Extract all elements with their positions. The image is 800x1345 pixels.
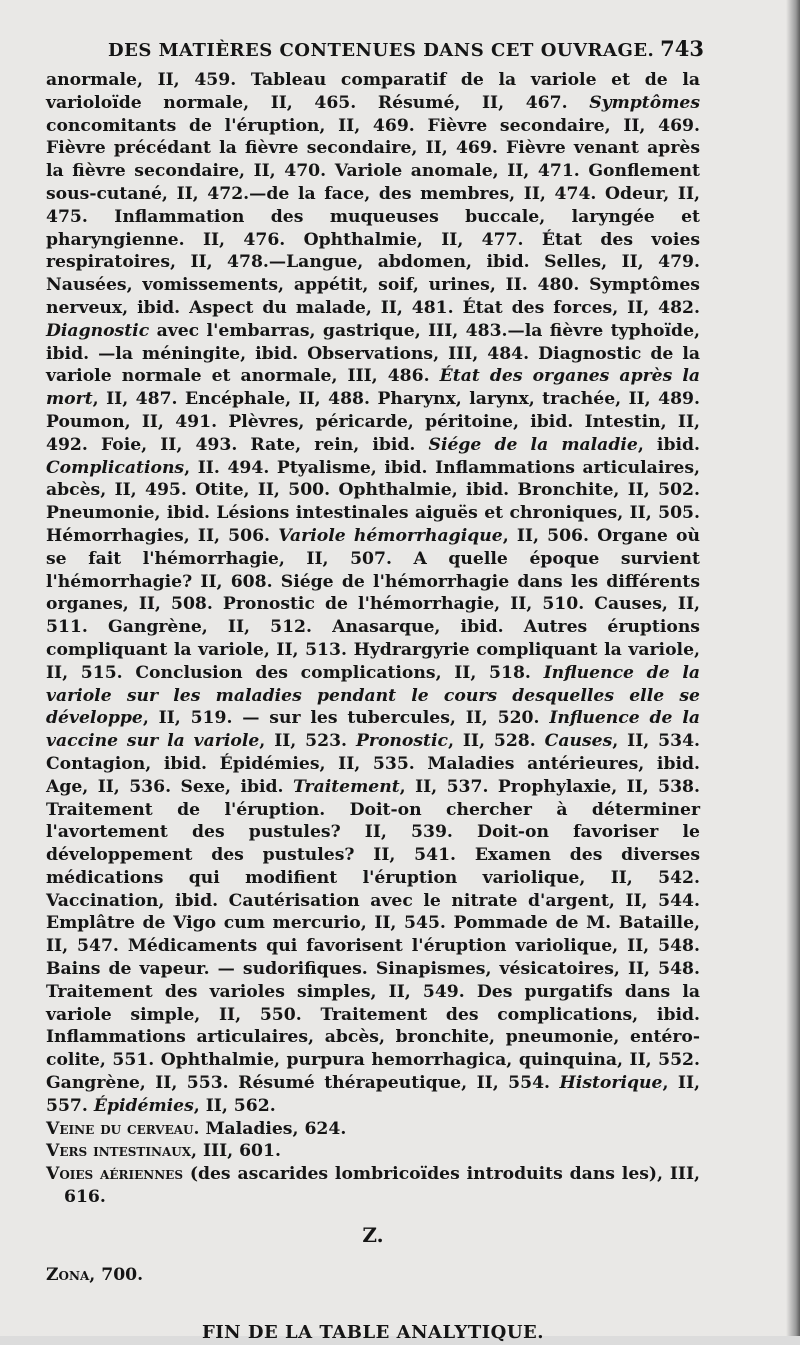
index-entry-vers — [46, 1140, 700, 1163]
italic-heading: Variole hémorrhagique — [278, 525, 503, 546]
index-entry-voies — [46, 1163, 700, 1209]
entry-text: , III, 601. — [191, 1141, 281, 1162]
text-run: anormale, II, 459. Tableau comparatif de la variole et de la varioloïde normale, II, 465. Résumé, II, 467. — [46, 70, 700, 113]
text-run: , ibid. — [637, 434, 700, 455]
index-entry-zona — [46, 1264, 700, 1287]
text-run: concomitants de l'éruption, II, 469. Fièvre secondaire, II, 469. Fièvre précédant la fièvre secondaire, II, 469. Fièvre venant après la fièvre secondaire, II, 470. Variole anomale, II, 471. Gonflement sous-cutané, II, 472.—de la face, des membres, II, 474. Odeur, II, 475. Inflammation des muqueuses buccale, laryngée et pharyngienne. II, 476. Ophthalmie, II, 477. État des voies respiratoires, II, 478.—Langue, abdomen, ibid. Selles, II, 479. Nausées, vomissements, appétit, soif, urines, II. 480. Symptômes nerveux, ibid. Aspect du malade, II, 481. État des forces, II, 482. — [46, 115, 700, 318]
entry-text: Maladies, 624. — [199, 1118, 347, 1139]
italic-heading: État des organes après la mort — [46, 366, 700, 410]
text-run: , II, 562. — [193, 1095, 276, 1116]
italic-heading: Influence de la vaccine sur la variole — [46, 708, 700, 752]
text-run: , II, 537. Prophylaxie, II, 538. Traitement de l'éruption. Doit-on chercher à déterminer l'avortement des pustules? II, 539. Doit-on favoriser le développement des pustules? II, 541. Examen des diverses médications qui modifient l'éruption variolique, II, 542. Vaccination, ibid. Cautérisation avec le nitrate d'argent, II, 544. Emplâtre de Vigo cum mercurio, II, 545. Pommade de M. Bataille, II, 547. Médicaments qui favorisent l'éruption variolique, II, 548. Bains de vapeur. — sudorifiques. Sinapismes, vésicatoires, II, 548. Traitement des varioles simples, II, 549. Des purgatifs dans la variole simple, II, 550. Traitement des complications, ibid. Inflammations articulaires, abcès, bronchite, pneumonie, entéro-colite, 551. Ophthalmie, purpura hemorrhagica, quinquina, II, 552. Gangrène, II, 553. Résumé thérapeutique, II, 554. — [46, 776, 700, 1094]
italic-heading: Historique — [559, 1073, 663, 1094]
italic-heading: Traitement — [292, 776, 400, 797]
text-run: , II, 534. Contagion, ibid. Épidémies, II, 535. Maladies antérieures, ibid. Age, II, 536. Sexe, ibid. — [46, 731, 701, 797]
text-run: , II. 494. Ptyalisme, ibid. Inflammations articulaires, abcès, II, 495. Otite, II, 500. Ophthalmie, ibid. Bronchite, II, 502. Pneumonie, ibid. Lésions intestinales aiguës et chroniques, II, 505. Hémorrhagies, II, 506. — [46, 457, 700, 546]
page-body — [46, 69, 700, 1345]
entry-head: Veine du cerveau. — [46, 1118, 200, 1139]
italic-heading: Siége de la maladie — [428, 434, 638, 455]
index-entry-veine — [46, 1118, 700, 1141]
entry-text: (des ascarides lombricoïdes introduits dans les), III, 616. — [64, 1164, 700, 1208]
text-run: , II, 528. — [447, 731, 545, 752]
text-run: , II, 519. — sur les tubercules, II, 520. — [142, 708, 550, 729]
variole-paragraph — [46, 69, 700, 1118]
italic-heading: Complications — [46, 457, 185, 478]
page-header — [46, 36, 704, 66]
page-number: 743 — [660, 36, 704, 61]
text-run: , II, 506. Organe où se fait l'hémorrhagie, II, 507. A quelle époque survient l'hémorrhagie? II, 608. Siége de l'hémorrhagie dans les différents organes, II, 508. Pronostic de l'hémorrhagie, II, 510. Causes, II, 511. Gangrène, II, 512. Anasarque, ibid. Autres éruptions compliquant la variole, II, 513. Hydrargyrie compliquant la variole, II, 515. Conclusion des complications, II, 518. — [46, 525, 700, 683]
italic-heading: Pronostic — [355, 731, 448, 752]
page-spine-shadow — [786, 0, 800, 1336]
section-letter: Z. — [362, 1222, 384, 1247]
italic-heading: Symptômes — [589, 92, 700, 113]
end-title: FIN DE LA TABLE ANALYTIQUE. — [201, 1322, 545, 1344]
italic-heading: Épidémies — [93, 1095, 194, 1116]
entry-head: Zona — [46, 1264, 90, 1285]
entry-head: Vers intestinaux — [46, 1141, 192, 1162]
text-run: , II, 557. — [46, 1073, 700, 1116]
text-run: avec l'embarras, gastrique, III, 483.—la fièvre typhoïde, ibid. —la méningite, ibid. Observations, III, 484. Diagnostic de la variole normale et anormale, III, 486. — [46, 320, 700, 387]
italic-heading: Diagnostic — [46, 320, 150, 341]
italic-heading: Influence de la variole sur les maladies pendant le cours desquelles elle se développe — [46, 662, 701, 729]
entry-text: , 700. — [89, 1264, 144, 1285]
running-head: DES MATIÈRES CONTENUES DANS CET OUVRAGE. — [108, 40, 655, 61]
text-run: , II, 523. — [259, 731, 356, 752]
entry-head: Voies aériennes — [46, 1164, 183, 1185]
text-run: , II, 487. Encéphale, II, 488. Pharynx, larynx, trachée, II, 489. Poumon, II, 491. Plèvres, péricarde, péritoine, ibid. Intestin, II, 492. Foie, II, 493. Rate, rein, ibid. — [46, 389, 700, 455]
italic-heading: Causes — [544, 731, 613, 752]
